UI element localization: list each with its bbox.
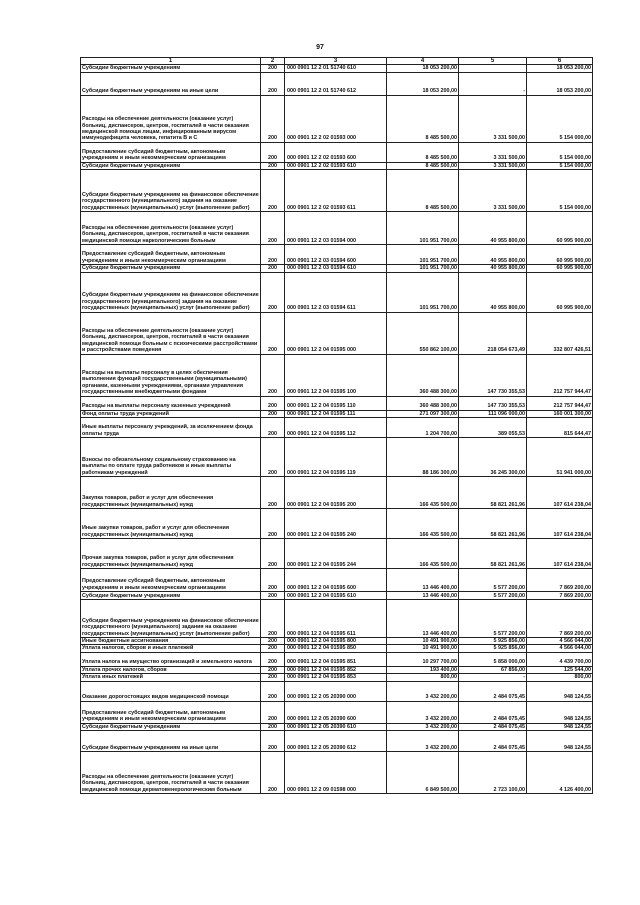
- row-executed-cell: 218 054 673,49: [459, 312, 527, 354]
- row-line-code-cell: 200: [261, 731, 285, 752]
- row-budget-code-cell: 000 0901 12 2 02 01593 000: [285, 95, 387, 142]
- row-executed-cell: 5 577 200,00: [459, 600, 527, 638]
- row-line-code-cell: 200: [261, 162, 285, 169]
- row-remaining-cell: 4 126 400,00: [527, 752, 593, 794]
- row-approved-cell: 360 488 300,00: [387, 354, 459, 396]
- row-line-code-cell: 200: [261, 142, 285, 162]
- row-remaining-cell: 51 941 000,00: [527, 438, 593, 477]
- row-remaining-cell: 212 757 944,47: [527, 354, 593, 396]
- table-row: [81, 731, 593, 752]
- page-number: 97: [316, 44, 324, 51]
- row-executed-cell: 2 484 075,45: [459, 731, 527, 752]
- row-executed-cell: 5 925 856,00: [459, 638, 527, 645]
- row-approved-cell: 8 485 500,00: [387, 142, 459, 162]
- row-name-cell: Расходы на обеспечение деятельности (оказание услуг) больниц, диспансеров, центров, госпиталей в части оказания медицинской помощи наркологическим больным: [81, 212, 261, 245]
- row-remaining-cell: 5 154 000,00: [527, 142, 593, 162]
- row-line-code-cell: 200: [261, 265, 285, 272]
- row-line-code-cell: 200: [261, 72, 285, 95]
- column-header-4: 4: [387, 58, 459, 65]
- table-row: [81, 245, 593, 265]
- row-remaining-cell: 18 053 200,00: [527, 72, 593, 95]
- row-budget-code-cell: 000 0901 12 2 04 01595 200: [285, 477, 387, 509]
- row-budget-code-cell: 000 0901 12 2 03 01594 600: [285, 245, 387, 265]
- row-approved-cell: 101 951 700,00: [387, 212, 459, 245]
- row-approved-cell: 18 053 200,00: [387, 72, 459, 95]
- row-line-code-cell: 200: [261, 212, 285, 245]
- row-remaining-cell: 948 124,55: [527, 701, 593, 723]
- row-remaining-cell: 160 001 300,00: [527, 410, 593, 417]
- row-executed-cell: 2 484 075,45: [459, 723, 527, 730]
- row-remaining-cell: 212 757 944,47: [527, 396, 593, 410]
- row-line-code-cell: 200: [261, 245, 285, 265]
- row-approved-cell: 3 432 200,00: [387, 723, 459, 730]
- row-name-cell: Уплата иных платежей: [81, 674, 261, 681]
- table-row: [81, 600, 593, 638]
- row-approved-cell: 10 491 900,00: [387, 645, 459, 652]
- row-approved-cell: 13 446 400,00: [387, 569, 459, 592]
- row-executed-cell: 58 821 261,96: [459, 539, 527, 569]
- row-remaining-cell: 5 154 000,00: [527, 95, 593, 142]
- row-name-cell: Субсидии бюджетным учреждениям: [81, 723, 261, 730]
- row-executed-cell: 389 055,53: [459, 418, 527, 438]
- row-name-cell: Субсидии бюджетным учреждениям на иные цели: [81, 72, 261, 95]
- row-name-cell: Субсидии бюджетным учреждениям на финансовое обеспечение государственного (муниципального) задания на оказание государственных (муниципальных) услуг (выполнение работ): [81, 600, 261, 638]
- row-executed-cell: 3 331 500,00: [459, 142, 527, 162]
- table-row: [81, 354, 593, 396]
- row-budget-code-cell: 000 0901 12 2 04 01595 852: [285, 666, 387, 673]
- table-row: [81, 212, 593, 245]
- row-line-code-cell: 200: [261, 410, 285, 417]
- row-budget-code-cell: 000 0901 12 2 03 01594 611: [285, 272, 387, 312]
- table-row: [81, 72, 593, 95]
- row-name-cell: Прочая закупка товаров, работ и услуг для обеспечения государственных (муниципальных) нужд: [81, 539, 261, 569]
- row-executed-cell: 3 331 500,00: [459, 170, 527, 212]
- table-row: [81, 265, 593, 272]
- row-budget-code-cell: 000 0901 12 2 03 01594 610: [285, 265, 387, 272]
- row-budget-code-cell: 000 0901 12 2 02 01593 611: [285, 170, 387, 212]
- column-header-3: 3: [285, 58, 387, 65]
- row-name-cell: Субсидии бюджетным учреждениям: [81, 265, 261, 272]
- row-budget-code-cell: 000 0901 12 2 03 01594 000: [285, 212, 387, 245]
- table-row: [81, 509, 593, 539]
- row-remaining-cell: 125 544,00: [527, 666, 593, 673]
- row-budget-code-cell: 000 0901 12 2 04 01595 851: [285, 652, 387, 666]
- row-remaining-cell: 815 644,47: [527, 418, 593, 438]
- table-row: [81, 272, 593, 312]
- row-budget-code-cell: 000 0901 12 2 02 01593 610: [285, 162, 387, 169]
- row-line-code-cell: 200: [261, 312, 285, 354]
- row-line-code-cell: 200: [261, 539, 285, 569]
- row-name-cell: Субсидии бюджетным учреждениям: [81, 65, 261, 72]
- row-budget-code-cell: 000 0901 12 2 04 01595 600: [285, 569, 387, 592]
- row-approved-cell: 18 053 200,00: [387, 65, 459, 72]
- row-approved-cell: 101 951 700,00: [387, 245, 459, 265]
- row-approved-cell: 3 432 200,00: [387, 701, 459, 723]
- row-line-code-cell: 200: [261, 681, 285, 701]
- row-approved-cell: 13 446 400,00: [387, 600, 459, 638]
- row-name-cell: Предоставление субсидий бюджетным, автономным учреждениям и иным некоммерческим организациям: [81, 701, 261, 723]
- row-executed-cell: 36 245 300,00: [459, 438, 527, 477]
- table-body: [81, 65, 593, 794]
- row-executed-cell: -: [459, 72, 527, 95]
- row-executed-cell: 5 925 856,00: [459, 645, 527, 652]
- row-line-code-cell: 200: [261, 170, 285, 212]
- row-approved-cell: 3 432 200,00: [387, 681, 459, 701]
- row-remaining-cell: 800,00: [527, 674, 593, 681]
- row-line-code-cell: 200: [261, 674, 285, 681]
- row-remaining-cell: 18 053 200,00: [527, 65, 593, 72]
- row-executed-cell: 67 856,00: [459, 666, 527, 673]
- row-approved-cell: 13 446 400,00: [387, 592, 459, 600]
- row-approved-cell: 550 862 100,00: [387, 312, 459, 354]
- table-header-row: [81, 58, 593, 65]
- table-row: [81, 410, 593, 417]
- row-name-cell: Субсидии бюджетным учреждениям на иные цели: [81, 731, 261, 752]
- row-name-cell: Предоставление субсидий бюджетным, автономным учреждениям и иным некоммерческим организациям: [81, 245, 261, 265]
- table-row: [81, 701, 593, 723]
- row-budget-code-cell: 000 0901 12 2 04 01595 100: [285, 354, 387, 396]
- table-row: [81, 569, 593, 592]
- row-remaining-cell: 7 869 200,00: [527, 600, 593, 638]
- row-executed-cell: 3 331 500,00: [459, 162, 527, 169]
- row-approved-cell: 88 186 300,00: [387, 438, 459, 477]
- row-budget-code-cell: 000 0901 12 2 04 01595 610: [285, 592, 387, 600]
- row-name-cell: Оказание дорогостоящих видов медицинской помощи: [81, 681, 261, 701]
- row-line-code-cell: 200: [261, 95, 285, 142]
- row-executed-cell: 5 577 200,00: [459, 569, 527, 592]
- row-approved-cell: 101 951 700,00: [387, 265, 459, 272]
- row-budget-code-cell: 000 0901 12 2 04 01595 240: [285, 509, 387, 539]
- row-line-code-cell: 200: [261, 354, 285, 396]
- row-approved-cell: 10 297 700,00: [387, 652, 459, 666]
- row-line-code-cell: 200: [261, 645, 285, 652]
- row-approved-cell: 1 204 700,00: [387, 418, 459, 438]
- row-remaining-cell: 4 566 044,00: [527, 645, 593, 652]
- row-name-cell: Субсидии бюджетным учреждениям: [81, 162, 261, 169]
- row-budget-code-cell: 000 0901 12 2 05 20390 000: [285, 681, 387, 701]
- row-line-code-cell: 200: [261, 438, 285, 477]
- row-executed-cell: -: [459, 674, 527, 681]
- row-executed-cell: 3 331 500,00: [459, 95, 527, 142]
- row-line-code-cell: 200: [261, 272, 285, 312]
- table-row: [81, 723, 593, 730]
- row-name-cell: Расходы на обеспечение деятельности (оказание услуг) больниц, диспансеров, центров, госпиталей в части оказания медицинской помощи лицам, инфицированным вирусом иммунодефицита человека, гепатита В и С: [81, 95, 261, 142]
- row-name-cell: Расходы на выплаты персоналу казенных учреждений: [81, 396, 261, 410]
- table-row: [81, 170, 593, 212]
- row-executed-cell: 5 858 000,00: [459, 652, 527, 666]
- row-approved-cell: 166 435 500,00: [387, 509, 459, 539]
- row-budget-code-cell: 000 0901 12 2 05 20390 612: [285, 731, 387, 752]
- row-line-code-cell: 200: [261, 723, 285, 730]
- row-name-cell: Расходы на обеспечение деятельности (оказание услуг) больниц, диспансеров, центров, госпиталей в части оказания медицинской помощи дерматовенерологическим больным: [81, 752, 261, 794]
- row-approved-cell: 3 432 200,00: [387, 731, 459, 752]
- row-remaining-cell: 4 439 700,00: [527, 652, 593, 666]
- table-row: [81, 666, 593, 673]
- row-line-code-cell: 200: [261, 600, 285, 638]
- row-approved-cell: 166 435 500,00: [387, 539, 459, 569]
- row-executed-cell: 58 821 261,96: [459, 509, 527, 539]
- column-header-2: 2: [261, 58, 285, 65]
- column-header-1: 1: [81, 58, 261, 65]
- row-executed-cell: [459, 65, 527, 72]
- budget-table: [80, 57, 593, 794]
- row-line-code-cell: 200: [261, 477, 285, 509]
- row-line-code-cell: 200: [261, 396, 285, 410]
- row-remaining-cell: 7 869 200,00: [527, 592, 593, 600]
- row-executed-cell: 58 821 261,96: [459, 477, 527, 509]
- table-row: [81, 539, 593, 569]
- row-remaining-cell: 107 614 238,04: [527, 477, 593, 509]
- row-executed-cell: 147 730 355,53: [459, 396, 527, 410]
- row-budget-code-cell: 000 0901 12 2 04 01595 800: [285, 638, 387, 645]
- table-row: [81, 312, 593, 354]
- row-executed-cell: 111 096 000,00: [459, 410, 527, 417]
- table-row: [81, 674, 593, 681]
- row-name-cell: Предоставление субсидий бюджетным, автономным учреждениям и иным некоммерческим организациям: [81, 569, 261, 592]
- table-row: [81, 645, 593, 652]
- row-budget-code-cell: 000 0901 12 2 04 01595 853: [285, 674, 387, 681]
- row-executed-cell: 2 723 100,00: [459, 752, 527, 794]
- table-row: [81, 681, 593, 701]
- row-budget-code-cell: 000 0901 12 2 02 01593 600: [285, 142, 387, 162]
- row-name-cell: Взносы по обязательному социальному страхованию на выплаты по оплате труда работников и иные выплаты работникам учреждений: [81, 438, 261, 477]
- row-remaining-cell: 948 124,55: [527, 731, 593, 752]
- row-line-code-cell: 200: [261, 592, 285, 600]
- row-name-cell: Субсидии бюджетным учреждениям на финансовое обеспечение государственного (муниципального) задания на оказание государственных (муниципальных) услуг (выполнение работ): [81, 272, 261, 312]
- row-executed-cell: 5 577 200,00: [459, 592, 527, 600]
- row-name-cell: Уплата прочих налогов, сборов: [81, 666, 261, 673]
- row-budget-code-cell: 000 0901 12 2 01 51740 610: [285, 65, 387, 72]
- row-approved-cell: 271 097 300,00: [387, 410, 459, 417]
- row-budget-code-cell: 000 0901 12 2 04 01595 000: [285, 312, 387, 354]
- table-row: [81, 396, 593, 410]
- row-line-code-cell: 200: [261, 701, 285, 723]
- row-remaining-cell: 5 154 000,00: [527, 162, 593, 169]
- row-approved-cell: 166 435 500,00: [387, 477, 459, 509]
- row-approved-cell: 10 491 900,00: [387, 638, 459, 645]
- row-line-code-cell: 200: [261, 752, 285, 794]
- table-row: [81, 477, 593, 509]
- table-row: [81, 652, 593, 666]
- row-budget-code-cell: 000 0901 12 2 04 01595 112: [285, 418, 387, 438]
- row-name-cell: Расходы на выплаты персоналу в целях обеспечения выполнения функций государственными (муниципальными) органами, казенными учреждениями, органами управления государственными внебюджетными фондами: [81, 354, 261, 396]
- row-remaining-cell: 4 566 044,00: [527, 638, 593, 645]
- row-executed-cell: 147 730 355,53: [459, 354, 527, 396]
- row-executed-cell: 40 955 800,00: [459, 272, 527, 312]
- row-executed-cell: 40 955 800,00: [459, 245, 527, 265]
- row-remaining-cell: 948 124,55: [527, 723, 593, 730]
- row-name-cell: Субсидии бюджетным учреждениям: [81, 592, 261, 600]
- row-approved-cell: 101 951 700,00: [387, 272, 459, 312]
- row-name-cell: Субсидии бюджетным учреждениям на финансовое обеспечение государственного (муниципального) задания на оказание государственных (муниципальных) услуг (выполнение работ): [81, 170, 261, 212]
- row-remaining-cell: 60 995 900,00: [527, 245, 593, 265]
- row-budget-code-cell: 000 0901 12 2 05 20390 600: [285, 701, 387, 723]
- row-budget-code-cell: 000 0901 12 2 04 01595 119: [285, 438, 387, 477]
- table-row: [81, 638, 593, 645]
- row-approved-cell: 8 485 500,00: [387, 170, 459, 212]
- row-budget-code-cell: 000 0901 12 2 04 01595 110: [285, 396, 387, 410]
- table-row: [81, 752, 593, 794]
- row-name-cell: Иные выплаты персоналу учреждений, за исключением фонда оплаты труда: [81, 418, 261, 438]
- row-approved-cell: 8 485 500,00: [387, 95, 459, 142]
- row-name-cell: Закупка товаров, работ и услуг для обеспечения государственных (муниципальных) нужд: [81, 477, 261, 509]
- row-budget-code-cell: 000 0901 12 2 04 01595 611: [285, 600, 387, 638]
- table-row: [81, 592, 593, 600]
- row-line-code-cell: 200: [261, 569, 285, 592]
- table-row: [81, 162, 593, 169]
- column-header-5: 5: [459, 58, 527, 65]
- row-name-cell: Предоставление субсидий бюджетным, автономным учреждениям и иным некоммерческим организациям: [81, 142, 261, 162]
- row-approved-cell: 6 849 500,00: [387, 752, 459, 794]
- row-name-cell: Уплата налога на имущество организаций и земельного налога: [81, 652, 261, 666]
- row-name-cell: Иные бюджетные ассигнования: [81, 638, 261, 645]
- row-remaining-cell: 107 614 238,04: [527, 509, 593, 539]
- row-name-cell: Уплата налогов, сборов и иных платежей: [81, 645, 261, 652]
- row-executed-cell: 2 484 075,45: [459, 701, 527, 723]
- row-budget-code-cell: 000 0901 12 2 09 01598 000: [285, 752, 387, 794]
- row-budget-code-cell: 000 0901 12 2 04 01595 850: [285, 645, 387, 652]
- row-approved-cell: 800,00: [387, 674, 459, 681]
- row-name-cell: Фонд оплаты труда учреждений: [81, 410, 261, 417]
- row-name-cell: Расходы на обеспечение деятельности (оказание услуг) больниц, диспансеров, центров, госпиталей в части оказания медицинской помощи больным с психическими расстройствами и расстройствами поведения: [81, 312, 261, 354]
- row-remaining-cell: 60 995 900,00: [527, 265, 593, 272]
- row-remaining-cell: 107 614 238,04: [527, 539, 593, 569]
- table-row: [81, 418, 593, 438]
- row-line-code-cell: 200: [261, 418, 285, 438]
- row-remaining-cell: 5 154 000,00: [527, 170, 593, 212]
- row-executed-cell: 2 484 075,45: [459, 681, 527, 701]
- row-line-code-cell: 200: [261, 509, 285, 539]
- row-executed-cell: 40 955 800,00: [459, 265, 527, 272]
- row-remaining-cell: 948 124,55: [527, 681, 593, 701]
- table-row: [81, 65, 593, 72]
- row-remaining-cell: 332 807 426,51: [527, 312, 593, 354]
- row-remaining-cell: 60 995 900,00: [527, 272, 593, 312]
- row-line-code-cell: 200: [261, 65, 285, 72]
- row-remaining-cell: 60 995 900,00: [527, 212, 593, 245]
- table-row: [81, 142, 593, 162]
- row-line-code-cell: 200: [261, 666, 285, 673]
- row-executed-cell: 40 955 800,00: [459, 212, 527, 245]
- row-approved-cell: 360 488 300,00: [387, 396, 459, 410]
- row-budget-code-cell: 000 0901 12 2 04 01595 244: [285, 539, 387, 569]
- row-line-code-cell: 200: [261, 652, 285, 666]
- row-name-cell: Иные закупки товаров, работ и услуг для обеспечения государственных (муниципальных) нужд: [81, 509, 261, 539]
- row-budget-code-cell: 000 0901 12 2 01 51740 612: [285, 72, 387, 95]
- column-header-6: 6: [527, 58, 593, 65]
- row-remaining-cell: 7 869 200,00: [527, 569, 593, 592]
- table-row: [81, 95, 593, 142]
- table-row: [81, 438, 593, 477]
- row-line-code-cell: 200: [261, 638, 285, 645]
- row-budget-code-cell: 000 0901 12 2 05 20390 610: [285, 723, 387, 730]
- row-approved-cell: 193 400,00: [387, 666, 459, 673]
- row-budget-code-cell: 000 0901 12 2 04 01595 111: [285, 410, 387, 417]
- row-approved-cell: 8 485 500,00: [387, 162, 459, 169]
